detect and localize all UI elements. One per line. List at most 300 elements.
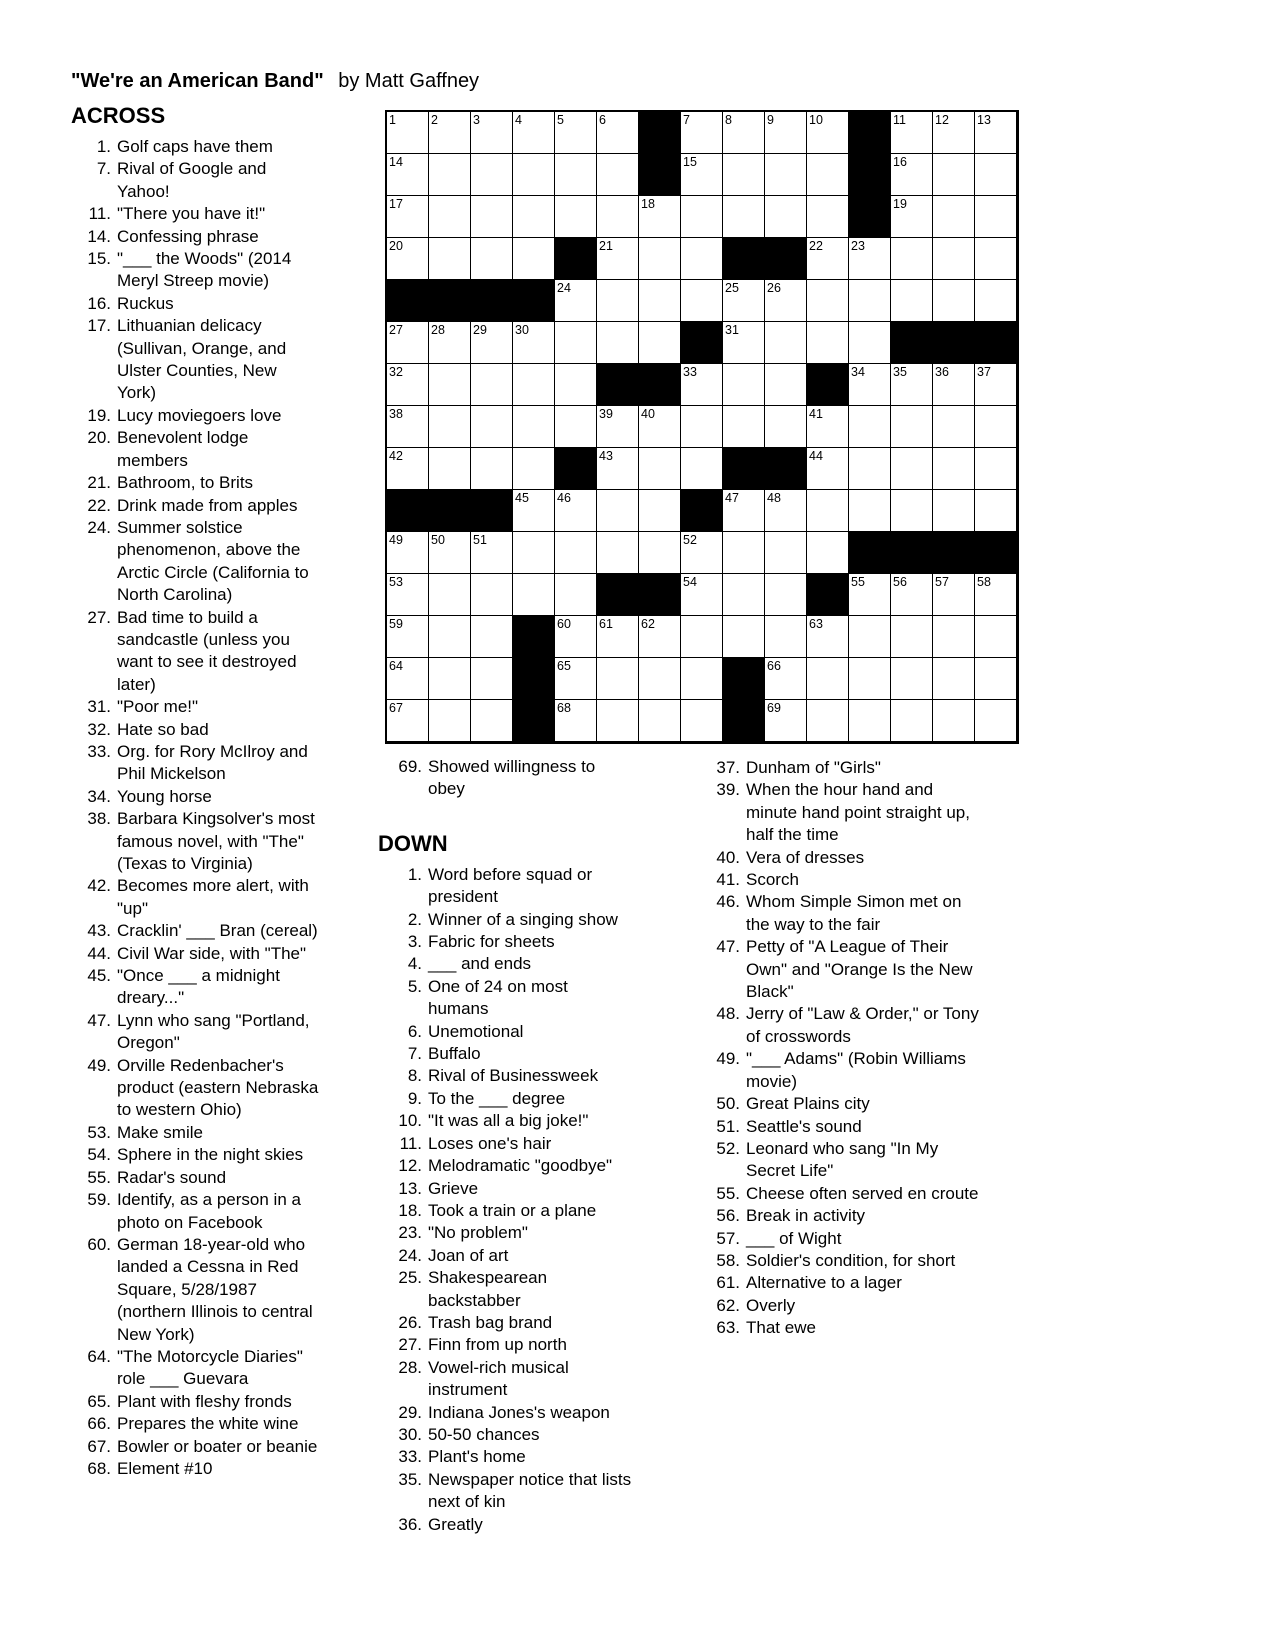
cell-number: 59 — [389, 617, 403, 631]
grid-cell — [597, 238, 639, 280]
grid-cell — [471, 574, 513, 616]
grid-cell — [597, 322, 639, 364]
clue-number: 58. — [716, 1250, 740, 1270]
cell-number: 37 — [977, 365, 991, 379]
clue-item — [71, 136, 336, 158]
cell-number: 56 — [893, 575, 907, 589]
grid-cell — [429, 238, 471, 280]
grid-cell — [513, 196, 555, 238]
clue-item — [378, 1065, 653, 1087]
cell-number: 23 — [851, 239, 865, 253]
clue-text: Hate so bad — [117, 719, 209, 739]
cell-number: 5 — [557, 113, 564, 127]
grid-cell — [597, 700, 639, 742]
clue-item — [700, 1003, 1000, 1048]
clue-item — [378, 976, 653, 1021]
clue-text: Civil War side, with "The" — [117, 943, 307, 963]
cell-number: 58 — [977, 575, 991, 589]
clue-item — [378, 1021, 653, 1043]
grid-cell — [513, 574, 555, 616]
clue-text: Loses one's hair — [428, 1133, 552, 1153]
grid-cell — [597, 196, 639, 238]
grid-cell-black — [639, 364, 681, 406]
clue-number: 50. — [716, 1094, 740, 1114]
clue-item — [378, 1133, 653, 1155]
clue-number: 68. — [87, 1458, 111, 1478]
clue-item — [71, 1122, 336, 1144]
clue-text: Whom Simple Simon met on the way to the fair — [746, 892, 962, 934]
grid-cell — [639, 238, 681, 280]
grid-cell — [471, 196, 513, 238]
cell-number: 69 — [767, 701, 781, 715]
clue-item — [71, 1144, 336, 1166]
grid-cell — [681, 616, 723, 658]
clue-item — [71, 920, 336, 942]
grid-cell — [555, 154, 597, 196]
clue-text: One of 24 on most humans — [428, 976, 568, 1019]
grid-cell — [975, 658, 1017, 700]
grid-cell — [765, 616, 807, 658]
cell-number: 2 — [431, 113, 438, 127]
cell-number: 38 — [389, 407, 403, 421]
clue-item — [378, 1312, 653, 1334]
clue-item — [700, 936, 1000, 1003]
grid-cell — [471, 658, 513, 700]
clue-text: Melodramatic "goodbye" — [428, 1156, 613, 1176]
clue-text: "There you have it!" — [117, 204, 266, 224]
grid-cell — [681, 448, 723, 490]
grid-cell — [975, 196, 1017, 238]
clue-item — [71, 607, 336, 697]
clue-number: 17. — [87, 316, 111, 336]
clue-number: 69. — [398, 757, 422, 776]
clue-text: Lynn who sang "Portland, Oregon" — [117, 1010, 310, 1053]
clue-number: 4. — [407, 954, 422, 974]
grid-cell-black — [471, 280, 513, 322]
grid-cell — [807, 532, 849, 574]
grid-cell — [765, 280, 807, 322]
clue-text: Plant's home — [428, 1447, 526, 1467]
clue-number: 46. — [716, 892, 740, 912]
grid-cell — [807, 238, 849, 280]
cell-number: 62 — [641, 617, 655, 631]
grid-cell — [681, 364, 723, 406]
clue-text: Vowel-rich musical instrument — [428, 1357, 569, 1400]
clue-item — [71, 158, 336, 203]
grid-cell — [891, 448, 933, 490]
grid-cell — [849, 448, 891, 490]
clue-item — [71, 965, 336, 1010]
grid-cell-black — [387, 280, 429, 322]
middle-clues-column — [378, 756, 653, 1536]
clue-text: Lithuanian delicacy (Sullivan, Orange, and Ulster Counties, New York) — [117, 316, 287, 403]
clue-number: 28. — [398, 1357, 422, 1377]
grid-cell-black — [975, 532, 1017, 574]
clue-number: 48. — [716, 1004, 740, 1024]
clue-item — [71, 517, 336, 607]
clue-item — [700, 1272, 1000, 1294]
grid-cell-black — [765, 448, 807, 490]
cell-number: 42 — [389, 449, 403, 463]
grid-cell — [849, 364, 891, 406]
clue-text: Seattle's sound — [746, 1116, 862, 1136]
grid-cell — [513, 322, 555, 364]
grid-cell — [933, 280, 975, 322]
grid-cell — [429, 322, 471, 364]
cell-number: 13 — [977, 113, 991, 127]
clue-text: Trash bag brand — [428, 1312, 553, 1332]
grid-cell — [891, 238, 933, 280]
cell-number: 66 — [767, 659, 781, 673]
grid-cell — [471, 364, 513, 406]
cell-number: 7 — [683, 113, 690, 127]
grid-cell — [387, 658, 429, 700]
grid-cell — [639, 448, 681, 490]
cell-number: 18 — [641, 197, 655, 211]
clue-number: 16. — [87, 293, 111, 313]
clue-text: Identify, as a person in a photo on Facebook — [117, 1190, 301, 1232]
clue-number: 27. — [87, 607, 111, 627]
grid-cell — [555, 574, 597, 616]
grid-cell — [429, 364, 471, 406]
grid-cell-black — [723, 238, 765, 280]
cell-number: 27 — [389, 323, 403, 337]
clue-number: 6. — [407, 1021, 422, 1041]
clue-text: Vera of dresses — [746, 847, 865, 867]
clue-number: 11. — [399, 1133, 422, 1153]
grid-cell-black — [723, 658, 765, 700]
grid-cell — [471, 406, 513, 448]
grid-cell — [639, 490, 681, 532]
cell-number: 54 — [683, 575, 697, 589]
grid-cell — [429, 406, 471, 448]
clue-item — [378, 1402, 653, 1424]
clue-text: Soldier's condition, for short — [746, 1250, 956, 1270]
clue-item — [700, 1093, 1000, 1115]
grid-cell — [933, 406, 975, 448]
clue-text: Org. for Rory McIlroy and Phil Mickelson — [117, 741, 308, 784]
grid-cell — [807, 700, 849, 742]
clue-text: Lucy moviegoers love — [117, 405, 282, 425]
clue-item — [700, 1138, 1000, 1183]
clue-number: 56. — [716, 1206, 740, 1226]
clue-text: "___ the Woods" (2014 Meryl Streep movie) — [117, 249, 292, 291]
clue-text: To the ___ degree — [428, 1088, 566, 1108]
grid-cell-black — [429, 280, 471, 322]
clue-text: Rival of Businessweek — [428, 1066, 599, 1086]
cell-number: 65 — [557, 659, 571, 673]
clue-text: Showed willingness to obey — [428, 757, 596, 799]
grid-cell-black — [891, 322, 933, 364]
clue-text: Sphere in the night skies — [117, 1145, 304, 1165]
clue-text: Overly — [746, 1295, 796, 1315]
grid-cell — [807, 322, 849, 364]
clue-item — [378, 1200, 653, 1222]
cell-number: 50 — [431, 533, 445, 547]
grid-cell — [513, 364, 555, 406]
clue-text: "No problem" — [428, 1223, 528, 1243]
clue-number: 22. — [87, 495, 111, 515]
clue-item — [71, 719, 336, 741]
grid-cell — [387, 406, 429, 448]
clue-text: Rival of Google and Yahoo! — [117, 159, 267, 201]
clue-item — [378, 1110, 653, 1132]
grid-cell — [891, 700, 933, 742]
cell-number: 29 — [473, 323, 487, 337]
clue-number: 1. — [407, 864, 422, 884]
grid-cell-black — [681, 490, 723, 532]
cell-number: 61 — [599, 617, 613, 631]
cell-number: 31 — [725, 323, 739, 337]
clue-number: 64. — [87, 1346, 111, 1366]
clue-item — [700, 779, 1000, 846]
grid-cell — [765, 406, 807, 448]
clue-item — [700, 1317, 1000, 1339]
clue-number: 54. — [87, 1145, 111, 1165]
grid-cell — [639, 322, 681, 364]
grid-cell — [849, 658, 891, 700]
grid-cell — [681, 280, 723, 322]
grid-cell — [849, 700, 891, 742]
clue-number: 37. — [716, 758, 740, 777]
grid-cell — [807, 616, 849, 658]
grid-cell — [639, 700, 681, 742]
grid-cell — [891, 154, 933, 196]
grid-cell — [891, 490, 933, 532]
grid-cell — [723, 364, 765, 406]
grid-cell — [765, 112, 807, 154]
clue-text: "Poor me!" — [117, 697, 199, 717]
grid-cell — [471, 238, 513, 280]
grid-cell-black — [933, 532, 975, 574]
clue-number: 49. — [716, 1049, 740, 1069]
grid-cell-black — [933, 322, 975, 364]
clue-text: ___ and ends — [428, 954, 532, 974]
clue-item — [71, 1055, 336, 1122]
cell-number: 3 — [473, 113, 480, 127]
clue-item — [71, 1413, 336, 1435]
clue-text: "___ Adams" (Robin Williams movie) — [746, 1049, 966, 1091]
clue-text: Confessing phrase — [117, 226, 259, 246]
clue-item — [378, 864, 653, 909]
grid-cell — [555, 616, 597, 658]
grid-cell — [723, 406, 765, 448]
grid-cell-black — [555, 238, 597, 280]
cell-number: 32 — [389, 365, 403, 379]
cell-number: 40 — [641, 407, 655, 421]
cell-number: 41 — [809, 407, 823, 421]
grid-cell — [429, 616, 471, 658]
clue-number: 14. — [87, 226, 111, 246]
grid-cell — [807, 112, 849, 154]
grid-cell — [891, 196, 933, 238]
grid-cell — [849, 280, 891, 322]
cell-number: 25 — [725, 281, 739, 295]
clue-number: 47. — [87, 1010, 111, 1030]
grid-cell — [471, 448, 513, 490]
grid-cell-black — [513, 616, 555, 658]
grid-cell — [723, 322, 765, 364]
grid-cell — [681, 532, 723, 574]
grid-cell-black — [513, 280, 555, 322]
grid-cell — [975, 406, 1017, 448]
clue-item — [378, 1469, 653, 1514]
cell-number: 49 — [389, 533, 403, 547]
clue-text: Cheese often served en croute — [746, 1183, 979, 1203]
clue-text: Plant with fleshy fronds — [117, 1391, 292, 1411]
clue-item — [378, 1424, 653, 1446]
clue-text: Summer solstice phenomenon, above the Arctic Circle (California to North Carolina) — [117, 517, 309, 605]
cell-number: 63 — [809, 617, 823, 631]
cell-number: 16 — [893, 155, 907, 169]
clue-text: 50-50 chances — [428, 1424, 540, 1444]
grid-cell — [387, 112, 429, 154]
clue-number: 36. — [398, 1514, 422, 1534]
cell-number: 14 — [389, 155, 403, 169]
clue-text: Bathroom, to Brits — [117, 473, 254, 493]
cell-number: 26 — [767, 281, 781, 295]
grid-cell-black — [597, 364, 639, 406]
grid-cell — [933, 112, 975, 154]
clue-item — [71, 427, 336, 472]
cell-number: 22 — [809, 239, 823, 253]
clue-text: "Once ___ a midnight dreary..." — [117, 966, 280, 1008]
clue-number: 47. — [716, 937, 740, 957]
cell-number: 6 — [599, 113, 606, 127]
grid-cell — [849, 616, 891, 658]
grid-cell — [681, 238, 723, 280]
clue-number: 26. — [398, 1312, 422, 1332]
clue-item — [700, 1116, 1000, 1138]
clue-text: Element #10 — [117, 1458, 213, 1478]
grid-cell — [429, 112, 471, 154]
clue-item — [378, 1357, 653, 1402]
grid-cell — [765, 574, 807, 616]
grid-cell — [555, 532, 597, 574]
clue-number: 11. — [88, 204, 111, 224]
grid-cell — [807, 406, 849, 448]
grid-cell — [387, 448, 429, 490]
clue-number: 41. — [716, 870, 740, 890]
grid-cell-black — [555, 448, 597, 490]
clue-text: Young horse — [117, 786, 212, 806]
clue-item — [71, 741, 336, 786]
clue-text: That ewe — [746, 1318, 816, 1338]
clue-number: 20. — [87, 428, 111, 448]
clue-item — [700, 891, 1000, 936]
clue-text: Joan of art — [428, 1245, 509, 1265]
down-header: DOWN — [378, 830, 448, 856]
grid-cell — [723, 532, 765, 574]
grid-cell-black — [807, 364, 849, 406]
grid-cell — [975, 154, 1017, 196]
clue-text: Orville Redenbacher's product (eastern Nebraska to western Ohio) — [117, 1055, 319, 1120]
grid-cell — [387, 238, 429, 280]
grid-cell — [471, 322, 513, 364]
cell-number: 45 — [515, 491, 529, 505]
clue-text: Prepares the white wine — [117, 1414, 299, 1434]
cell-number: 9 — [767, 113, 774, 127]
clue-text: Greatly — [428, 1514, 483, 1534]
grid-cell — [933, 238, 975, 280]
clue-text: Barbara Kingsolver's most famous novel, with "The" (Texas to Virginia) — [117, 809, 315, 873]
grid-cell — [681, 574, 723, 616]
grid-cell-black — [807, 574, 849, 616]
clue-text: Fabric for sheets — [428, 932, 555, 952]
grid-cell — [933, 364, 975, 406]
clue-number: 27. — [398, 1335, 422, 1355]
clue-number: 5. — [407, 976, 422, 996]
cell-number: 15 — [683, 155, 697, 169]
clue-item — [71, 226, 336, 248]
grid-cell — [555, 406, 597, 448]
clue-number: 1. — [96, 137, 111, 156]
clue-item — [71, 1167, 336, 1189]
clue-item — [71, 203, 336, 225]
grid-cell — [975, 112, 1017, 154]
clue-number: 15. — [87, 249, 111, 269]
grid-cell — [975, 280, 1017, 322]
grid-cell — [891, 616, 933, 658]
clue-number: 31. — [87, 697, 111, 717]
grid-cell — [723, 154, 765, 196]
grid-cell — [933, 574, 975, 616]
clue-number: 59. — [87, 1190, 111, 1210]
clue-item — [378, 953, 653, 975]
grid-cell — [429, 448, 471, 490]
grid-cell — [765, 490, 807, 532]
grid-cell — [471, 700, 513, 742]
clue-text: Bowler or boater or beanie — [117, 1436, 318, 1456]
cell-number: 64 — [389, 659, 403, 673]
clue-number: 8. — [407, 1066, 422, 1086]
clue-item — [378, 1088, 653, 1110]
clue-number: 45. — [87, 966, 111, 986]
cell-number: 48 — [767, 491, 781, 505]
grid-cell — [765, 532, 807, 574]
clue-text: Winner of a singing show — [428, 909, 618, 929]
cell-number: 11 — [893, 113, 906, 127]
grid-cell — [513, 490, 555, 532]
clue-item — [378, 1245, 653, 1267]
clue-number: 38. — [87, 809, 111, 829]
clue-item — [71, 786, 336, 808]
grid-cell — [891, 658, 933, 700]
clue-text: Unemotional — [428, 1021, 524, 1041]
grid-cell — [849, 322, 891, 364]
clue-item — [700, 1205, 1000, 1227]
clue-text: Break in activity — [746, 1206, 866, 1226]
clue-item — [378, 1222, 653, 1244]
grid-cell — [933, 616, 975, 658]
clue-item — [71, 1189, 336, 1234]
clue-item — [378, 1178, 653, 1200]
grid-cell-black — [639, 154, 681, 196]
clue-item — [378, 1334, 653, 1356]
grid-cell-black — [597, 574, 639, 616]
clue-item — [71, 1391, 336, 1413]
clue-item — [378, 909, 653, 931]
grid-cell — [597, 532, 639, 574]
grid-cell — [723, 490, 765, 532]
puzzle-byline: by Matt Gaffney — [338, 70, 480, 92]
grid-cell-black — [849, 532, 891, 574]
clue-text: Scorch — [746, 870, 799, 890]
clue-text: Radar's sound — [117, 1167, 227, 1187]
clue-number: 18. — [398, 1200, 422, 1220]
across-overflow-clue-list — [378, 756, 653, 801]
grid-cell — [387, 700, 429, 742]
